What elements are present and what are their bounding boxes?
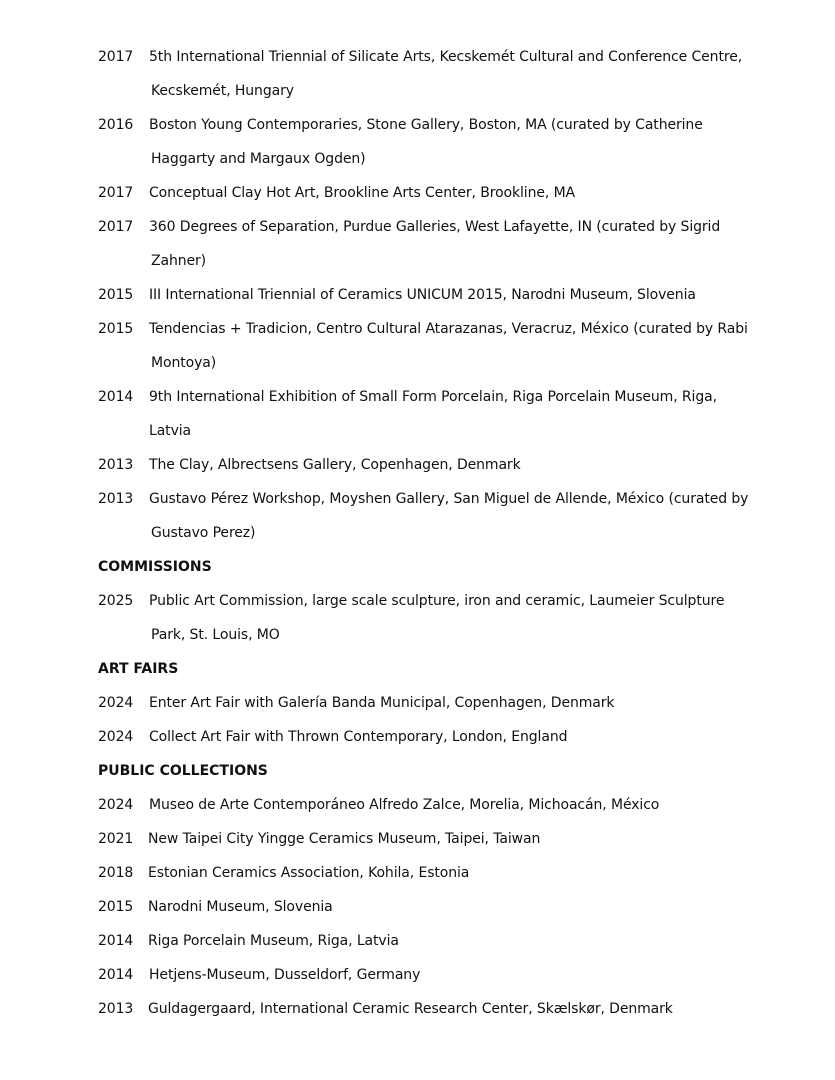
- entry-year: 2016: [98, 117, 134, 133]
- entry-text-continued: Kecskemét, Hungary: [151, 83, 294, 99]
- exhibition-entry: [98, 40, 778, 108]
- commissions-section: [98, 550, 778, 652]
- entry-year: 2018: [98, 865, 134, 881]
- art-fairs-section: [98, 652, 778, 754]
- entry-year: 2025: [98, 593, 134, 609]
- exhibition-entry: [98, 482, 778, 550]
- entry-year: 2013: [98, 491, 134, 507]
- section-heading-public-collections: PUBLIC COLLECTIONS: [98, 763, 268, 779]
- entry-year: 2013: [98, 457, 134, 473]
- entry-text: Enter Art Fair with Galería Banda Municipal, Copenhagen, Denmark: [149, 695, 615, 711]
- entry-text: 5th International Triennial of Silicate Arts, Kecskemét Cultural and Conference Centre,: [149, 49, 743, 65]
- exhibition-entry: [98, 448, 778, 482]
- entry-text: Public Art Commission, large scale sculpture, iron and ceramic, Laumeier Sculpture: [149, 593, 725, 609]
- entry-text-continued: Montoya): [151, 355, 217, 371]
- entry-year: 2014: [98, 967, 134, 983]
- entry-text: Hetjens-Museum, Dusseldorf, Germany: [149, 967, 421, 983]
- entry-text: III International Triennial of Ceramics UNICUM 2015, Narodni Museum, Slovenia: [149, 287, 696, 303]
- exhibition-entry: [98, 210, 778, 278]
- collection-entry: [98, 856, 778, 890]
- entry-text-continued: Haggarty and Margaux Ogden): [151, 151, 366, 167]
- entry-text: Boston Young Contemporaries, Stone Gallery, Boston, MA (curated by Catherine: [149, 117, 703, 133]
- entry-text: Narodni Museum, Slovenia: [148, 899, 333, 915]
- entry-text: Collect Art Fair with Thrown Contemporary, London, England: [149, 729, 568, 745]
- collection-entry: [98, 822, 778, 856]
- cv-page: [98, 40, 778, 1026]
- collection-entry: [98, 890, 778, 924]
- entry-text-continued: Latvia: [149, 423, 192, 439]
- entry-text: Estonian Ceramics Association, Kohila, Estonia: [148, 865, 470, 881]
- entry-text: Conceptual Clay Hot Art, Brookline Arts Center, Brookline, MA: [149, 185, 576, 201]
- entry-text: Museo de Arte Contemporáneo Alfredo Zalce, Morelia, Michoacán, México: [149, 797, 660, 813]
- entry-year: 2017: [98, 219, 134, 235]
- exhibition-entry: [98, 278, 778, 312]
- entry-year: 2014: [98, 389, 134, 405]
- entry-year: 2017: [98, 185, 134, 201]
- entry-year: 2024: [98, 729, 134, 745]
- exhibition-entry: [98, 380, 778, 448]
- entry-year: 2017: [98, 49, 134, 65]
- entry-text: 9th International Exhibition of Small Form Porcelain, Riga Porcelain Museum, Riga,: [149, 389, 717, 405]
- collection-entry: [98, 992, 778, 1026]
- entry-year: 2015: [98, 321, 134, 337]
- art-fair-entry: [98, 720, 778, 754]
- section-heading-art-fairs: ART FAIRS: [98, 661, 179, 677]
- exhibition-entry: [98, 108, 778, 176]
- entry-year: 2015: [98, 287, 134, 303]
- entry-text: Tendencias + Tradicion, Centro Cultural Atarazanas, Veracruz, México (curated by Rabi: [149, 321, 748, 337]
- entry-year: 2013: [98, 1001, 134, 1017]
- entry-text: Guldagergaard, International Ceramic Research Center, Skælskør, Denmark: [148, 1001, 673, 1017]
- exhibitions-list: [98, 40, 778, 550]
- public-collections-section: [98, 754, 778, 1026]
- collection-entry: [98, 924, 778, 958]
- entry-text-continued: Park, St. Louis, MO: [151, 627, 280, 643]
- entry-year: 2021: [98, 831, 134, 847]
- entry-year: 2014: [98, 933, 134, 949]
- collection-entry: [98, 788, 778, 822]
- entry-text: The Clay, Albrectsens Gallery, Copenhagen, Denmark: [149, 457, 521, 473]
- collection-entry: [98, 958, 778, 992]
- entry-text-continued: Gustavo Perez): [151, 525, 256, 541]
- exhibition-entry: [98, 176, 778, 210]
- entry-text: New Taipei City Yingge Ceramics Museum, Taipei, Taiwan: [148, 831, 541, 847]
- entry-year: 2024: [98, 695, 134, 711]
- entry-text: Gustavo Pérez Workshop, Moyshen Gallery, San Miguel de Allende, México (curated by: [149, 491, 749, 507]
- entry-text: Riga Porcelain Museum, Riga, Latvia: [148, 933, 399, 949]
- section-heading-commissions: COMMISSIONS: [98, 559, 212, 575]
- entry-text-continued: Zahner): [151, 253, 207, 269]
- exhibition-entry: [98, 312, 778, 380]
- commission-entry: [98, 584, 778, 652]
- entry-year: 2015: [98, 899, 134, 915]
- entry-text: 360 Degrees of Separation, Purdue Galleries, West Lafayette, IN (curated by Sigrid: [149, 219, 721, 235]
- entry-year: 2024: [98, 797, 134, 813]
- art-fair-entry: [98, 686, 778, 720]
